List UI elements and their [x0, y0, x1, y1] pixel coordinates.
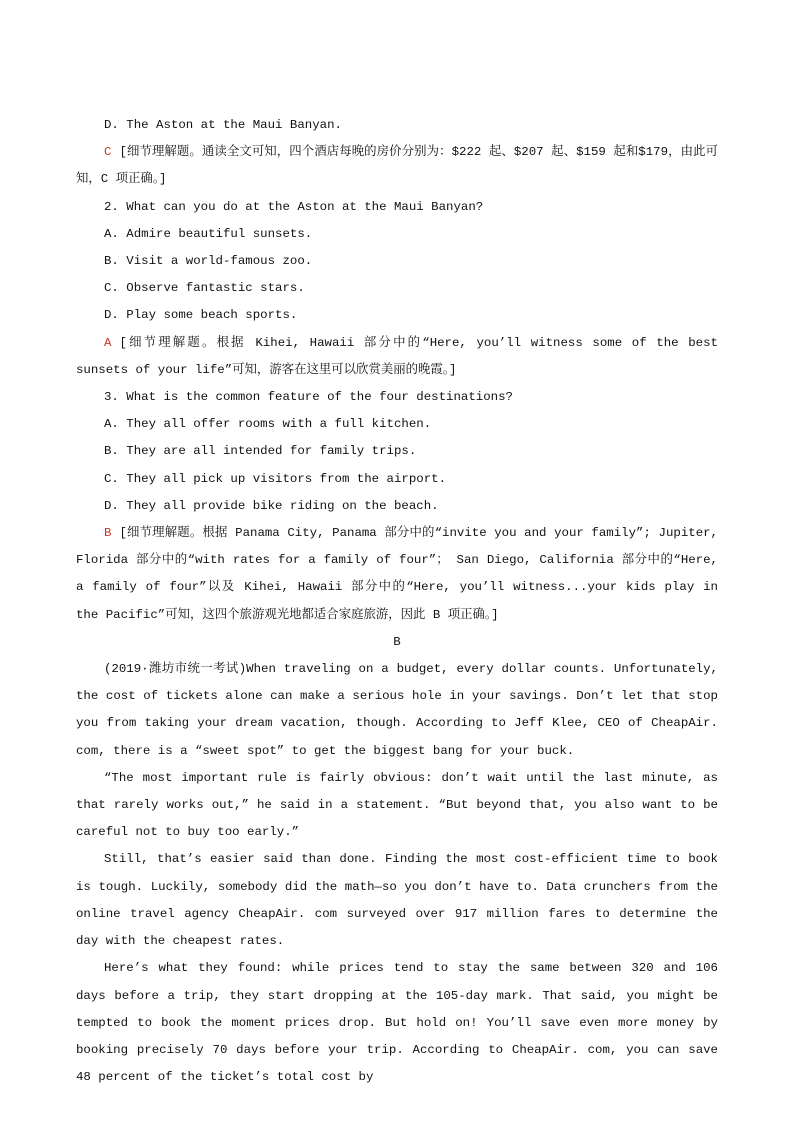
q3-question: 3. What is the common feature of the four destinations? — [104, 390, 513, 405]
section-heading: B — [393, 634, 401, 649]
q3-option-d: D. They all provide bike riding on the beach. — [104, 498, 439, 513]
q2-option-b: B. Visit a world-famous zoo. — [104, 254, 313, 269]
q3-option-a: A. They all offer rooms with a full kitchen. — [104, 417, 432, 432]
q3-option-c: C. They all pick up visitors from the airport. — [104, 471, 447, 486]
q3-answer-explanation — [76, 520, 718, 629]
q1-option-d: D. The Aston at the Maui Banyan. — [104, 118, 342, 132]
q2-explanation: [细节理解题。根据 Kihei, Hawaii 部分中的“Here, you’ll witness some of the best sunsets of your life”可知，游客在这里可以欣赏美丽的晚霞。] — [76, 335, 718, 377]
q3-answer-letter: B — [104, 526, 112, 541]
q1-answer-letter: C — [104, 145, 112, 160]
passage-paragraph: (2019·潍坊市统一考试)When traveling on a budget, every dollar counts. Unfortunately, the cost of tickets alone can make a serious hole in your savings. Don’t let that stop you from taking your dream vacation, though. According to Jeff Klee, CEO of CheapAir. com, there is a “sweet spot” to get the biggest bang for your buck. — [76, 662, 718, 758]
q2-option-a: A. Admire beautiful sunsets. — [104, 226, 313, 241]
passage-paragraph: “The most important rule is fairly obvious: don’t wait until the last minute, as that rarely works out,” he said in a statement. “But beyond that, you also want to be careful not to buy too early.” — [76, 770, 718, 840]
q2-option-d: D. Play some beach sports. — [104, 308, 298, 323]
q3-explanation: [细节理解题。根据 Panama City, Panama 部分中的“invite you and your family”; Jupiter, Florida 部分中的“with rates for a family of four”； San Diego, California 部分中的“Here, a family of four”以及 Kihei, Hawaii 部分中的“Here, you’ll witness...your kids play in the Pacific”可知，这四个旅游观光地都适合家庭旅游，因此 B 项正确。] — [76, 526, 718, 622]
q2-question: 2. What can you do at the Aston at the Maui Banyan? — [104, 199, 484, 214]
passage-paragraph: Here’s what they found: while prices tend to stay the same between 320 and 106 days before a trip, they start dropping at the 105-day mark. That said, you might be tempted to book the moment prices drop. But hold on! You’ll save even more money by booking precisely 70 days before your trip. According to CheapAir. com, you can save 48 percent of the ticket’s total cost by — [76, 961, 718, 1085]
q3-option-b: B. They are all intended for family trips. — [104, 444, 417, 459]
passage-paragraph: Still, that’s easier said than done. Finding the most cost-efficient time to book is tough. Luckily, somebody did the math—so you don’t have to. Data crunchers from the online travel agency CheapAir. com surveyed over 917 million fares to determine the day with the cheapest rates. — [76, 852, 718, 949]
q2-answer-explanation — [76, 330, 718, 384]
document-page — [76, 112, 718, 1091]
q2-answer-letter: A — [104, 335, 112, 350]
q1-answer-explanation — [76, 139, 718, 193]
q1-explanation: [细节理解题。通读全文可知，四个酒店每晚的房价分别为：$222 起、$207 起、$159 起和$179，由此可知，C 项正确。] — [76, 145, 718, 187]
q2-option-c: C. Observe fantastic stars. — [104, 281, 305, 296]
